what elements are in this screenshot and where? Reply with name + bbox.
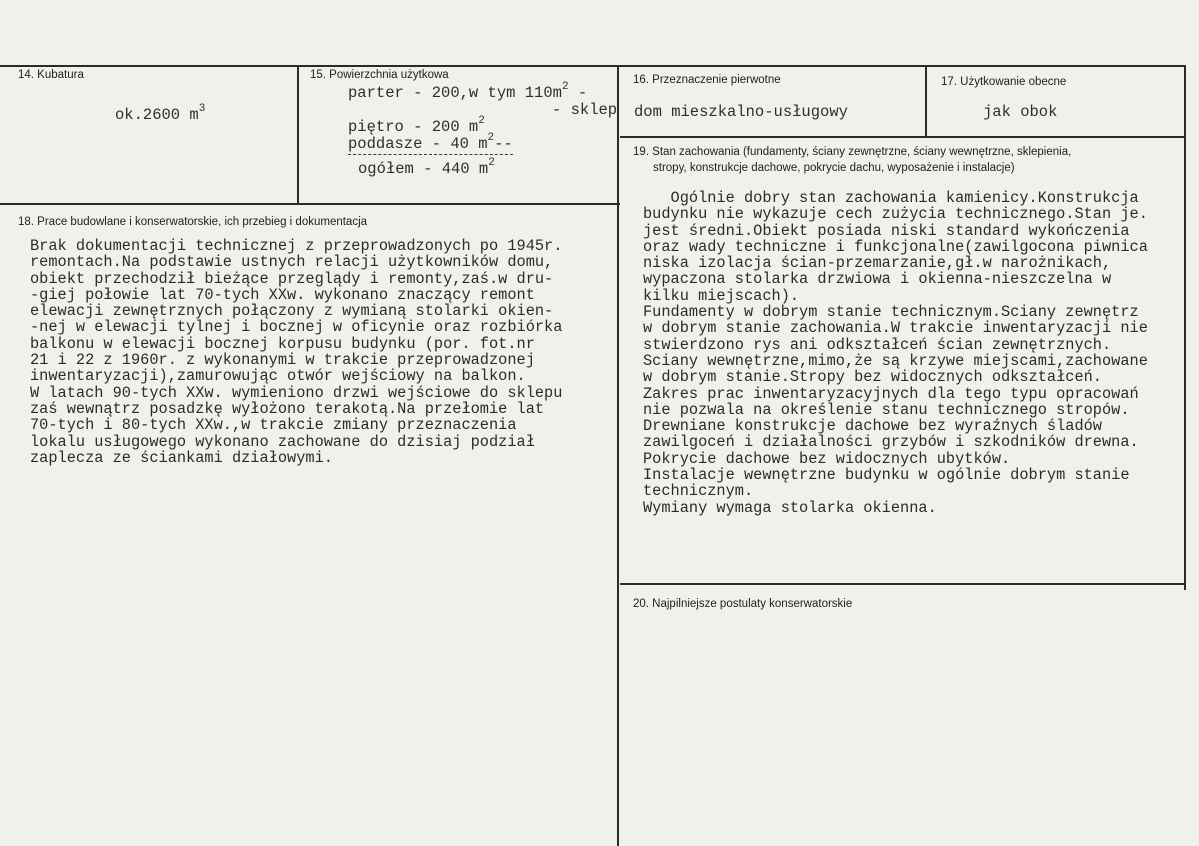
- field-17-value: jak obok: [983, 103, 1058, 121]
- text-line: Fundamenty w dobrym stanie technicznym.Sciany zewnętrz: [643, 303, 1139, 322]
- rule-under-19: [620, 583, 1186, 585]
- field-20-label: 20. Najpilniejsze postulaty konserwatorskie: [633, 598, 853, 610]
- divider-14-15: [297, 65, 299, 204]
- divider-main: [617, 65, 619, 846]
- text-line: Zakres prac inwentaryzacyjnych dla tego typu opracowań: [643, 384, 1139, 403]
- text-line: oraz wady techniczne i funkcjonalne(zawilgocona piwnica: [643, 237, 1148, 256]
- text-line: Drewniane konstrukcje dachowe bez wyraźnych śladów: [643, 417, 1102, 436]
- rule-under-16-17: [620, 136, 1186, 138]
- text-line: w dobrym stanie zachowania.W trakcie inwentaryzacji nie: [643, 319, 1148, 338]
- field-16-value: dom mieszkalno-usługowy: [634, 103, 848, 121]
- text-line: remontach.Na podstawie ustnych relacji użytkowników domu,: [30, 253, 554, 272]
- field-15-line-4: poddasze - 40 $m^2--$: [348, 132, 513, 153]
- text-line: -giej połowie lat 70-tych XXw. wykonano znaczący remont: [30, 285, 535, 304]
- text-line: Pokrycie dachowe bez widocznych ubytków.: [643, 449, 1011, 468]
- text-line: stwierdzono rys ani odkształceń ścian zewnętrznych.: [643, 335, 1112, 354]
- field-15-line-1: parter - 200,w tym $110m^2$ -: [348, 81, 588, 102]
- divider-16-17: [925, 65, 927, 137]
- text-line: balkonu w elewacji bocznej korpusu budynku (por. fot.nr: [30, 334, 535, 353]
- text-line: zawilgoceń i działalności grzybów i szkodników drewna.: [643, 433, 1139, 452]
- text-line: kilku miejscach).: [643, 286, 800, 305]
- text-line: 70-tych i 80-tych XXw.,w trakcie zmiany przeznaczenia: [30, 416, 517, 435]
- text-line: inwentaryzacji),zamurowując otwór wejściowy na balkon.: [30, 367, 526, 386]
- field-19-text: [643, 190, 1197, 516]
- text-line: Brak dokumentacji technicznej z przeprowadzonych po 1945r.: [30, 238, 563, 255]
- text-line: Ogólnie dobry stan zachowania kamienicy.Konstrukcja: [643, 190, 1139, 207]
- text-line: -nej w elewacji tylnej i bocznej w oficynie oraz rozbiórka: [30, 318, 563, 337]
- text-line: nie pozwala na określenie stanu technicznego stropów.: [643, 400, 1130, 419]
- rule-under-14-15: [0, 203, 620, 205]
- text-line: obiekt przechodził bieżące przeglądy i remonty,zaś.w dru-: [30, 269, 554, 288]
- text-line: jest średni.Obiekt posiada niski standard wykończenia: [643, 221, 1130, 240]
- text-line: Wymiany wymaga stolarka okienna.: [643, 498, 937, 516]
- field-14-label: 14. Kubatura: [18, 69, 84, 81]
- text-line: w dobrym stanie.Stropy bez widocznych odkształceń.: [643, 368, 1102, 387]
- field-19-label-1: 19. Stan zachowania (fundamenty, ściany zewnętrzne, ściany wewnętrzne, sklepienia,: [633, 146, 1072, 158]
- field-15-line-3: piętro - 200 $m^2$: [348, 115, 485, 136]
- text-line: technicznym.: [643, 482, 754, 501]
- text-line: 21 i 22 z 1960r. z wykonanymi w trakcie przeprowadzonej: [30, 351, 535, 370]
- field-18-label: 18. Prace budowlane i konserwatorskie, ich przebieg i dokumentacja: [18, 216, 368, 228]
- text-line: Sciany wewnętrzne,mimo,że są krzywe miejscami,zachowane: [643, 351, 1148, 370]
- text-line: zaplecza ze ściankami działowymi.: [30, 448, 333, 467]
- field-15-line-2: - sklep: [552, 101, 618, 119]
- text-line: W latach 90-tych XXw. wymieniono drzwi wejściowe do sklepu: [30, 383, 563, 402]
- text-line: lokalu usługowego wykonano zachowane do dzisiaj podział: [30, 432, 535, 451]
- text-line: wypaczona stolarka drzwiowa i okienna-nieszczelna w: [643, 270, 1112, 289]
- text-line: elewacji zewnętrznych połączony z wymianą stolarki okien-: [30, 302, 554, 321]
- field-15-line-5: ogółem - 440 $m^2$: [358, 157, 495, 178]
- text-line: niska izolacja ścian-przemarzanie,gł.w narożnikach,: [643, 254, 1112, 273]
- field-14-value: ok.2600 $m^3$: [115, 103, 206, 124]
- text-line: budynku nie wykazuje cech zużycia technicznego.Stan je.: [643, 205, 1148, 224]
- field-17-label: 17. Użytkowanie obecne: [941, 76, 1067, 88]
- text-line: zaś wewnątrz posadzkę wyłożono terakotą.Na przełomie lat: [30, 399, 545, 418]
- field-18-text: [30, 238, 615, 466]
- text-line: Instalacje wewnętrzne budynku w ogólnie dobrym stanie: [643, 466, 1130, 485]
- field-15-label: 15. Powierzchnia użytkowa: [310, 69, 449, 81]
- field-16-label: 16. Przeznaczenie pierwotne: [633, 74, 781, 86]
- field-19-label-2: stropy, konstrukcje dachowe, pokrycie dachu, wyposażenie i instalacje): [653, 162, 1015, 174]
- top-rule: [0, 65, 1186, 67]
